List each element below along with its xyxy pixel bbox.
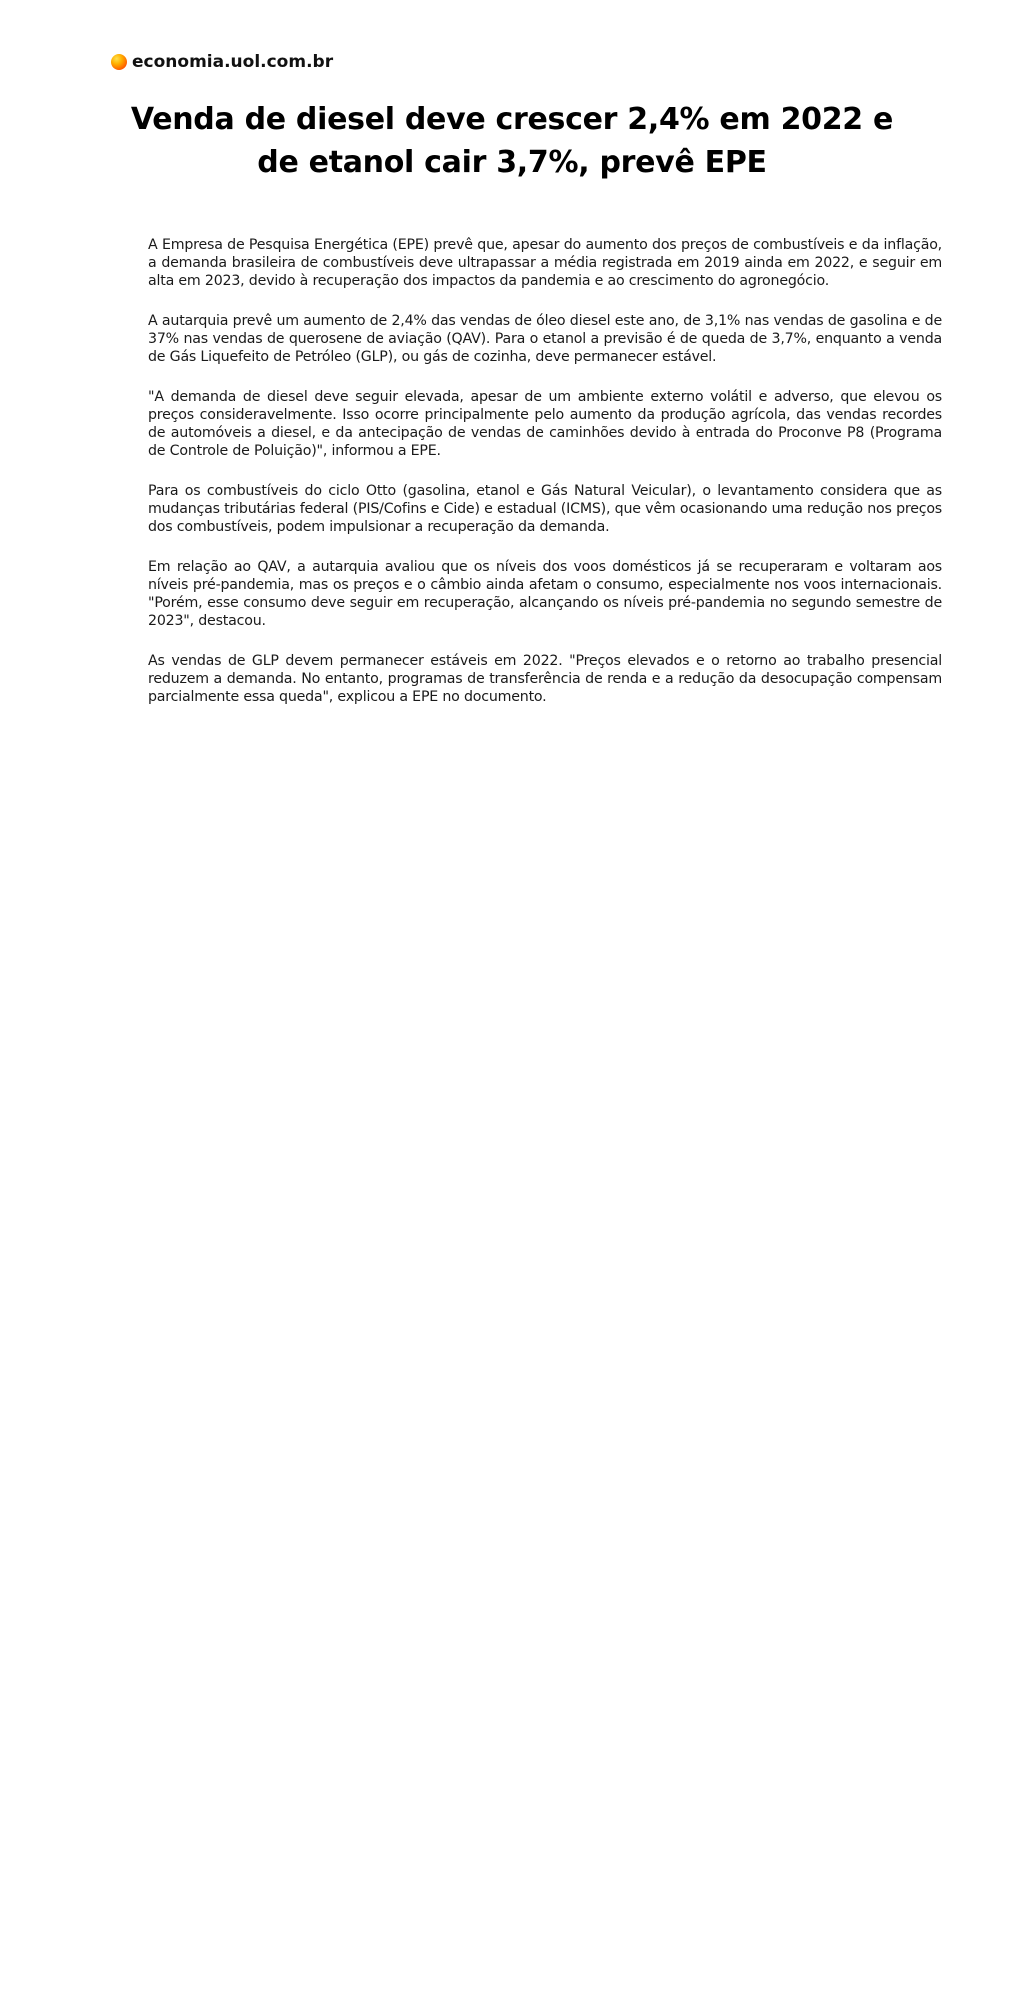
- article-paragraph: "A demanda de diesel deve seguir elevada, apesar de um ambiente externo volátil e adverso, que elevou os preços consideravelmente. Isso ocorre principalmente pelo aumento da produção agrícola, das vendas recordes de automóveis a diesel, e da antecipação de vendas de caminhões devido à entrada do Proconve P8 (Programa de Controle de Poluição)", informou a EPE.: [148, 389, 942, 459]
- site-header: [111, 52, 333, 72]
- site-name[interactable]: economia.uol.com.br: [132, 52, 334, 72]
- article-paragraph: Em relação ao QAV, a autarquia avaliou que os níveis dos voos domésticos já se recuperaram e voltaram aos níveis pré-pandemia, mas os preços e o câmbio ainda afetam o consumo, especialmente nos voos internacionais. "Porém, esse consumo deve seguir em recuperação, alcançando os níveis pré-pandemia no segundo semestre de 2023", destacou.: [148, 559, 942, 629]
- article-paragraph: Para os combustíveis do ciclo Otto (gasolina, etanol e Gás Natural Veicular), o levantamento considera que as mudanças tributárias federal (PIS/Cofins e Cide) e estadual (ICMS), que vêm ocasionando uma redução nos preços dos combustíveis, podem impulsionar a recuperação da demanda.: [148, 483, 942, 535]
- orange-circle-icon: [111, 54, 127, 70]
- article-paragraph: A autarquia prevê um aumento de 2,4% das vendas de óleo diesel este ano, de 3,1% nas vendas de gasolina e de 37% nas vendas de querosene de aviação (QAV). Para o etanol a previsão é de queda de 3,7%, enquanto a venda de Gás Liquefeito de Petróleo (GLP), ou gás de cozinha, deve permanecer estável.: [148, 313, 942, 365]
- article-body: [148, 236, 942, 728]
- article-title: Venda de diesel deve crescer 2,4% em 2022 e de etanol cair 3,7%, prevê EPE: [130, 102, 894, 180]
- article-paragraph: As vendas de GLP devem permanecer estáveis em 2022. "Preços elevados e o retorno ao trabalho presencial reduzem a demanda. No entanto, programas de transferência de renda e a redução da desocupação compensam parcialmente essa queda", explicou a EPE no documento.: [148, 653, 942, 705]
- article-paragraph: A Empresa de Pesquisa Energética (EPE) prevê que, apesar do aumento dos preços de combustíveis e da inflação, a demanda brasileira de combustíveis deve ultrapassar a média registrada em 2019 ainda em 2022, e seguir em alta em 2023, devido à recuperação dos impactos da pandemia e ao crescimento do agronegócio.: [148, 237, 942, 289]
